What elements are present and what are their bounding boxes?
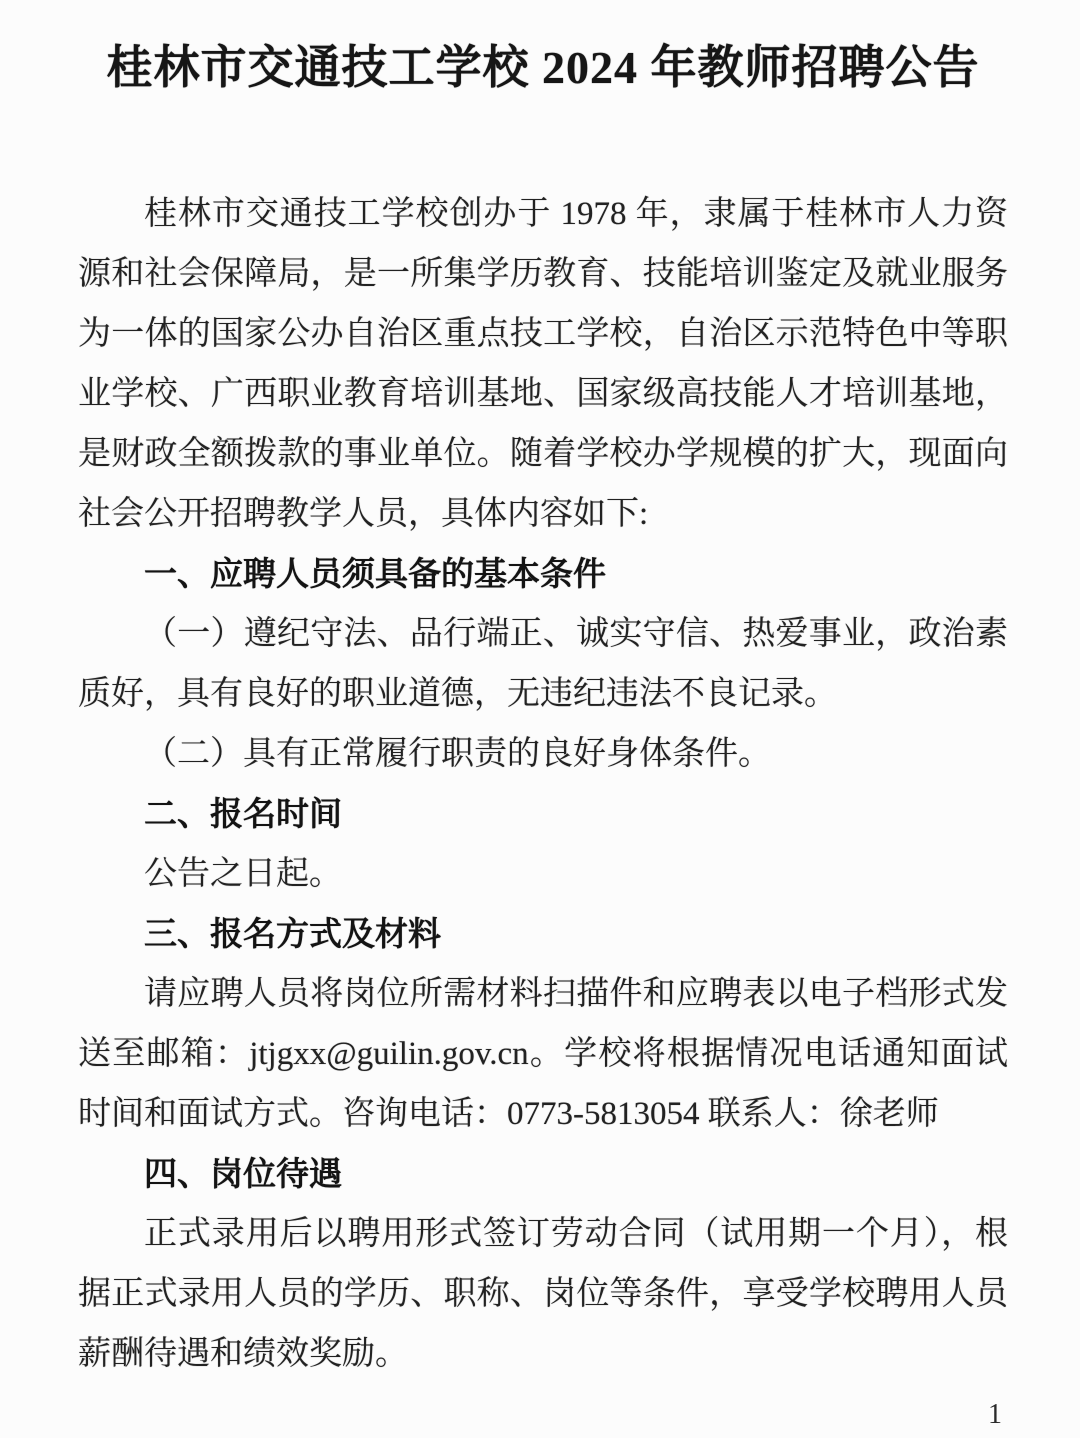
document-title: 桂林市交通技工学校 2024 年教师招聘公告 bbox=[106, 42, 980, 93]
page-number: 1 bbox=[988, 1399, 1002, 1430]
section-heading-basic-conditions: 一、应聘人员须具备的基本条件 bbox=[144, 555, 606, 592]
paragraph-registration-time: 公告之日起。 bbox=[144, 856, 342, 892]
intro-paragraph: 桂林市交通技工学校创办于 1978 年，隶属于桂林市人力资源和社会保障局，是一所集学历教育、技能培训鉴定及就业服务为一体的国家公办自治区重点技工学校，自治区示范特色中等职业学校、广西职业教育培训基地、国家级高技能人才培训基地，是财政全额拨款的事业单位。随着学校办学规模的扩大，现面向社会公开招聘教学人员，具体内容如下: bbox=[78, 196, 1008, 532]
paragraph-registration-method: 请应聘人员将岗位所需材料扫描件和应聘表以电子档形式发送至邮箱：jtjgxx@guilin.gov.cn。学校将根据情况电话通知面试时间和面试方式。咨询电话：0773-5813054 联系人：徐老师 bbox=[78, 976, 1008, 1132]
section-heading-position-benefits: 四、岗位待遇 bbox=[144, 1155, 342, 1192]
section-heading-registration-method: 三、报名方式及材料 bbox=[144, 915, 441, 952]
paragraph-condition-2: （二）具有正常履行职责的良好身体条件。 bbox=[144, 736, 771, 772]
paragraph-position-benefits: 正式录用后以聘用形式签订劳动合同（试用期一个月），根据正式录用人员的学历、职称、岗位等条件，享受学校聘用人员薪酬待遇和绩效奖励。 bbox=[78, 1216, 1008, 1372]
paragraph-condition-1: （一）遵纪守法、品行端正、诚实守信、热爱事业，政治素质好，具有良好的职业道德，无违纪违法不良记录。 bbox=[78, 616, 1008, 712]
section-heading-registration-time: 二、报名时间 bbox=[144, 795, 342, 832]
